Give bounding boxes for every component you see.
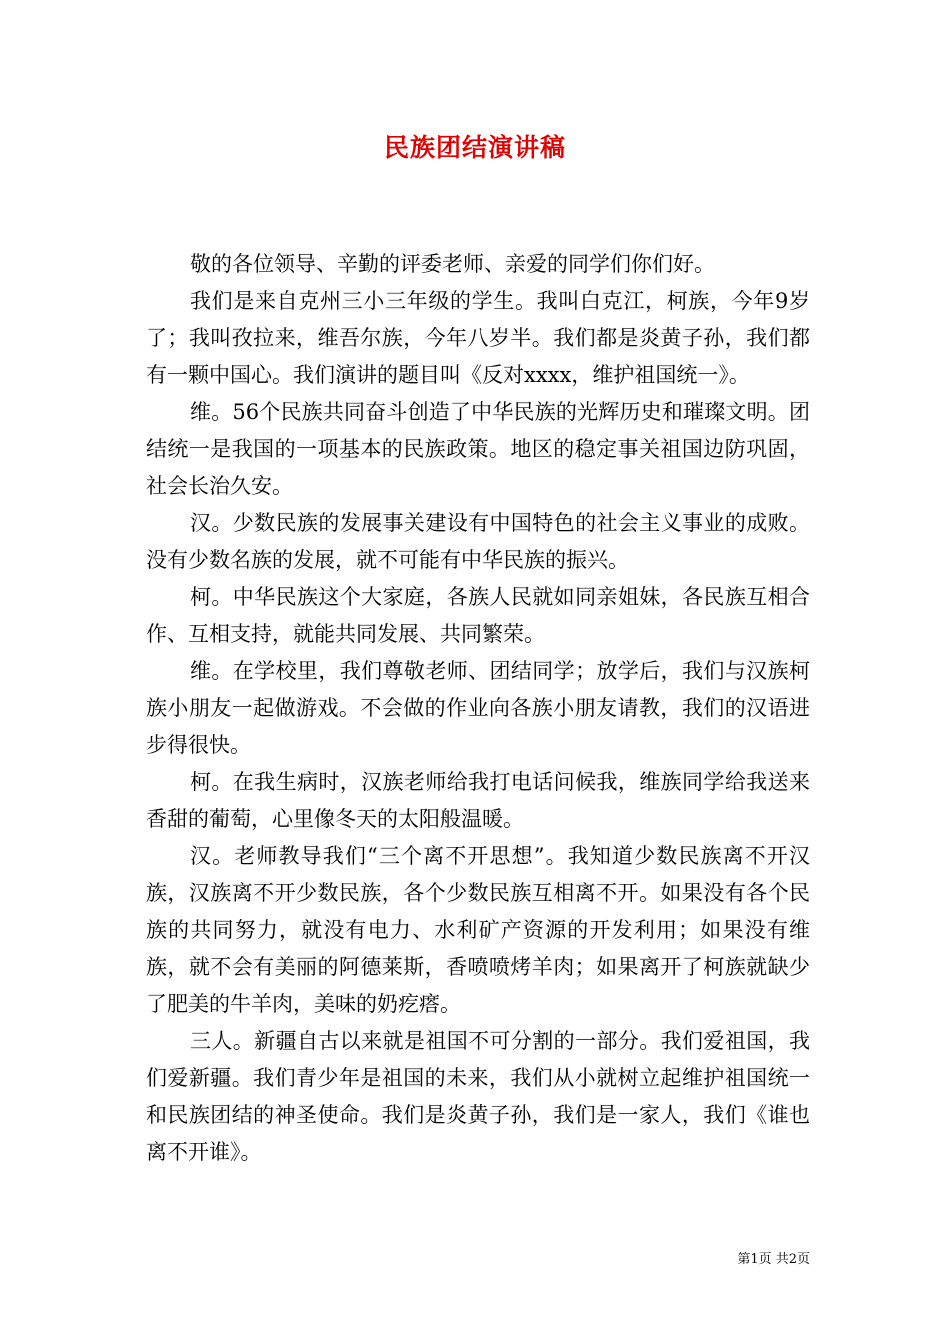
paragraph-wei-2: 维。在学校里，我们尊敬老师、团结同学；放学后，我们与汉族柯族小朋友一起做游戏。不会做的作业向各族小朋友请教，我们的汉语进步得很快。	[146, 659, 810, 757]
paragraph-han-1: 汉。少数民族的发展事关建设有中国特色的社会主义事业的成败。没有少数名族的发展，就不可能有中华民族的振兴。	[146, 511, 810, 572]
paragraph-ke-2: 柯。在我生病时，汉族老师给我打电话问候我，维族同学给我送来香甜的葡萄，心里像冬天的太阳般温暖。	[146, 770, 810, 831]
paragraph-introduction: 我们是来自克州三小三年级的学生。我叫白克江，柯族，今年9岁了；我叫孜拉来，维吾尔族，今年八岁半。我们都是炎黄子孙，我们都有一颗中国心。我们演讲的题目叫《反对xxxx，维护祖国统一》。	[146, 289, 810, 387]
paragraph-ke-1: 柯。中华民族这个大家庭，各族人民就如同亲姐妹，各民族互相合作、互相支持，就能共同发展、共同繁荣。	[146, 585, 810, 646]
paragraph-greeting: 敬的各位领导、辛勤的评委老师、亲爱的同学们你们好。	[190, 252, 715, 276]
paragraph-all-three: 三人。新疆自古以来就是祖国不可分割的一部分。我们爱祖国，我们爱新疆。我们青少年是祖国的未来，我们从小就树立起维护祖国统一和民族团结的神圣使命。我们是炎黄子孙，我们是一家人，我们《谁也离不开谁》。	[146, 1029, 810, 1164]
document-body	[146, 246, 810, 1171]
paragraph-han-2: 汉。老师教导我们“三个离不开思想”。我知道少数民族离不开汉族，汉族离不开少数民族，各个少数民族互相离不开。如果没有各个民族的共同努力，就没有电力、水利矿产资源的开发利用；如果没有维族，就不会有美丽的阿德莱斯，香喷喷烤羊肉；如果离开了柯族就缺少了肥美的牛羊肉，美味的奶疙瘩。	[146, 844, 810, 1016]
page-number: 第1页 共2页	[737, 1252, 810, 1267]
page-title: 民族团结演讲稿	[383, 133, 566, 162]
paragraph-wei-1: 维。56个民族共同奋斗创造了中华民族的光辉历史和璀璨文明。团结统一是我国的一项基本的民族政策。地区的稳定事关祖国边防巩固，社会长治久安。	[146, 400, 810, 498]
